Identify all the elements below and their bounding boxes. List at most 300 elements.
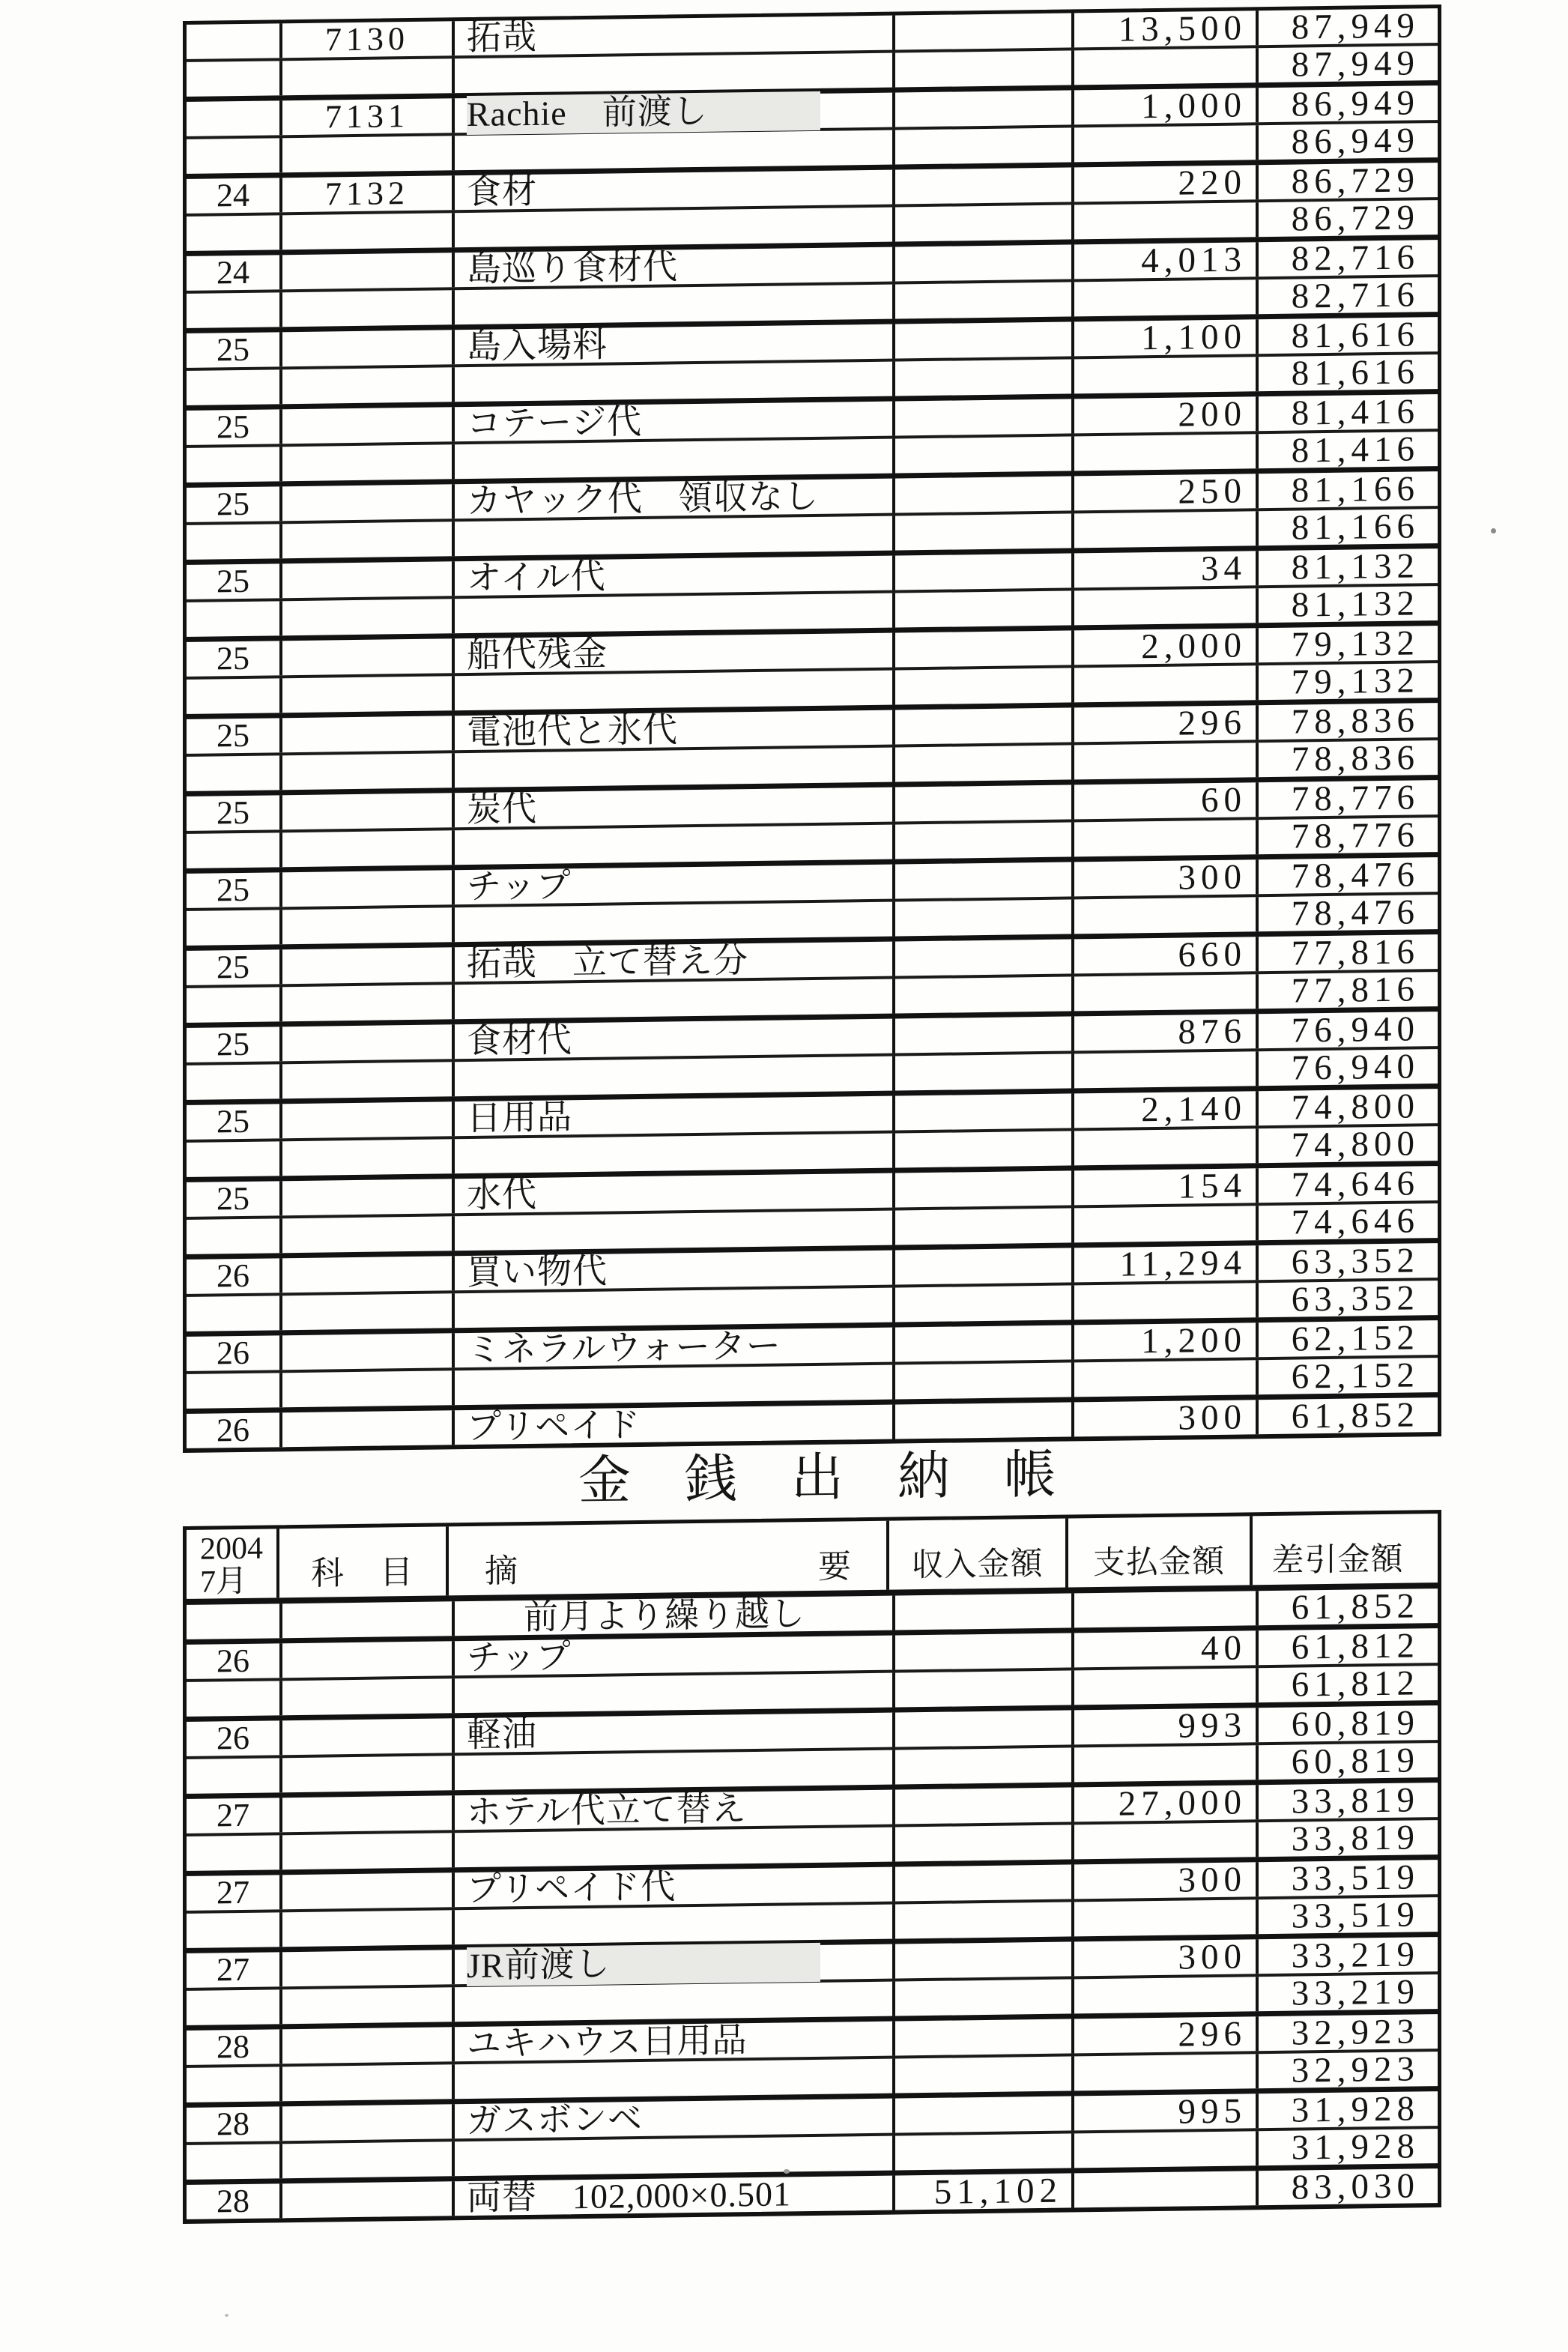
payment-cell: 660	[1074, 937, 1259, 973]
summary-cell: 買い物代	[455, 1251, 895, 1291]
payment-cell	[1074, 974, 1259, 1011]
summary-cell: ホテル代立て替え	[455, 1790, 895, 1830]
income-cell	[895, 399, 1074, 435]
account-cell	[282, 1718, 455, 1755]
income-cell	[895, 862, 1074, 898]
account-cell	[282, 1139, 455, 1176]
summary-cell	[455, 1982, 895, 2022]
balance-cell: 87,949	[1291, 43, 1420, 85]
date-cell: 25	[187, 409, 282, 445]
date-cell	[187, 1064, 282, 1100]
balance-cell: 78,836	[1291, 701, 1420, 742]
account-cell: 7130	[282, 21, 455, 58]
date-cell: 25	[187, 795, 282, 831]
summary-cell: 炭代	[455, 787, 895, 828]
payment-cell: 296	[1074, 2016, 1259, 2053]
summary-cell: オイル代	[455, 556, 895, 596]
summary-cell: カヤック代 領収なし	[455, 479, 895, 519]
summary-cell	[455, 516, 895, 557]
summary-cell	[455, 1750, 895, 1791]
summary-cell	[455, 53, 895, 94]
balance-cell: 33,219	[1291, 1972, 1420, 2013]
summary-cell: コテージ代	[455, 402, 895, 442]
date-cell: 28	[187, 2106, 282, 2142]
date-cell	[187, 2067, 282, 2102]
payment-cell	[1074, 1591, 1259, 1627]
date-cell	[187, 1373, 282, 1409]
date-cell: 24	[187, 178, 282, 214]
payment-cell: 995	[1074, 2093, 1259, 2130]
balance-cell: 76,940	[1291, 1009, 1420, 1050]
balance-cell: 78,776	[1291, 815, 1420, 856]
payment-cell	[1074, 48, 1259, 85]
summary-cell	[455, 1673, 895, 1714]
header-summary-left: 摘	[485, 1553, 518, 1590]
payment-cell: 200	[1074, 396, 1259, 433]
summary-cell	[455, 825, 895, 865]
payment-cell	[1074, 1745, 1259, 1782]
account-cell	[282, 638, 455, 675]
summary-cell	[455, 1288, 895, 1328]
balance-cell: 86,729	[1291, 198, 1420, 239]
account-cell	[282, 367, 455, 404]
balance-cell: 87,949	[1291, 6, 1420, 47]
balance-cell: 82,716	[1291, 275, 1420, 316]
summary-cell	[455, 1944, 895, 1985]
account-cell	[282, 2104, 455, 2141]
payment-cell: 27,000	[1074, 1785, 1259, 1822]
summary-cell: 船代残金	[455, 633, 895, 674]
account-cell	[282, 716, 455, 752]
balance-cell: 86,949	[1291, 83, 1420, 124]
balance-cell: 61,852	[1291, 1586, 1420, 1627]
header-payment-cell	[1068, 1516, 1253, 1587]
income-cell	[895, 1248, 1074, 1284]
summary-cell	[455, 979, 895, 1020]
income-cell	[895, 976, 1074, 1013]
income-cell	[895, 476, 1074, 513]
payment-cell: 300	[1074, 1939, 1259, 1976]
account-cell	[282, 1370, 455, 1407]
header-income-cell	[889, 1519, 1068, 1590]
account-cell	[282, 947, 455, 984]
summary-cell: 両替 102,000×0.501	[455, 2176, 895, 2216]
account-cell	[282, 484, 455, 521]
header-account-cell	[279, 1526, 449, 1597]
account-cell	[282, 330, 455, 366]
payment-cell	[1074, 1283, 1259, 1319]
income-cell	[895, 1747, 1074, 1784]
payment-cell	[1074, 125, 1259, 162]
account-cell	[282, 2064, 455, 2101]
balance-cell: 78,836	[1291, 738, 1420, 779]
summary-cell	[455, 1211, 895, 1251]
balance-cell: 79,132	[1291, 623, 1420, 665]
account-cell	[282, 1795, 455, 1832]
balance-cell: 76,940	[1291, 1047, 1420, 1088]
date-cell	[187, 2144, 282, 2180]
date-cell: 26	[187, 1412, 282, 1448]
summary-cell: 拓哉	[455, 16, 895, 56]
payment-cell	[1074, 1051, 1259, 1088]
balance-cell: 60,819	[1291, 1741, 1420, 1782]
scan-speck	[225, 2314, 228, 2317]
account-cell	[282, 1756, 455, 1792]
account-cell	[282, 1410, 455, 1447]
summary-cell: 水代	[455, 1173, 895, 1214]
summary-cell	[455, 1134, 895, 1174]
summary-cell: ミネラルウォーター	[455, 1328, 895, 1368]
date-cell	[187, 832, 282, 868]
summary-cell: 食材代	[455, 1019, 895, 1059]
balance-cell: 74,646	[1291, 1201, 1420, 1242]
income-cell	[895, 359, 1074, 396]
payment-cell: 220	[1074, 165, 1259, 202]
payment-cell: 300	[1074, 1400, 1259, 1436]
account-cell	[282, 2027, 455, 2064]
income-cell	[895, 2133, 1074, 2170]
scan-speck	[784, 2169, 790, 2174]
balance-cell: 32,923	[1291, 2049, 1420, 2091]
income-cell	[895, 1170, 1074, 1207]
date-cell: 25	[187, 641, 282, 677]
account-cell	[282, 985, 455, 1021]
payment-cell	[1074, 665, 1259, 702]
account-cell	[282, 1024, 455, 1061]
summary-cell	[455, 93, 895, 133]
income-cell	[895, 1825, 1074, 1861]
account-cell	[282, 1293, 455, 1330]
account-cell	[282, 1910, 455, 1947]
account-cell	[282, 830, 455, 867]
summary-cell: チップ	[455, 865, 895, 905]
payment-cell	[1074, 2171, 1259, 2207]
income-cell	[895, 707, 1074, 744]
account-cell	[282, 1987, 455, 2024]
header-payment-label: 支払金額	[1093, 1544, 1225, 1582]
summary-cell: プリペイド代	[455, 1867, 895, 1908]
balance-cell: 61,812	[1291, 1663, 1420, 1705]
balance-cell: 63,352	[1291, 1278, 1420, 1319]
date-cell	[187, 1603, 282, 1639]
income-cell	[895, 553, 1074, 590]
summary-cell	[455, 748, 895, 788]
income-cell	[895, 244, 1074, 281]
balance-cell: 81,132	[1291, 584, 1420, 625]
summary-cell	[455, 902, 895, 943]
account-cell	[282, 1333, 455, 1370]
account-cell	[282, 58, 455, 95]
balance-cell: 81,132	[1291, 546, 1420, 587]
account-cell	[282, 1678, 455, 1715]
date-cell	[187, 1681, 282, 1717]
date-cell	[187, 292, 282, 328]
income-cell	[895, 590, 1074, 627]
date-cell: 26	[187, 1643, 282, 1679]
summary-cell: 島入場料	[455, 324, 895, 365]
summary-cell	[455, 1905, 895, 1945]
balance-cell: 78,476	[1291, 855, 1420, 896]
payment-cell: 60	[1074, 782, 1259, 819]
balance-cell: 77,816	[1291, 932, 1420, 973]
balance-cell: 31,928	[1291, 2126, 1420, 2168]
payment-cell: 250	[1074, 474, 1259, 510]
ledger-table-july	[183, 1510, 1441, 2224]
payment-cell: 1,200	[1074, 1322, 1259, 1359]
date-cell	[187, 138, 282, 174]
scan-speck	[1491, 528, 1496, 533]
payment-cell: 300	[1074, 859, 1259, 896]
date-cell: 27	[187, 1798, 282, 1833]
balance-cell: 63,352	[1291, 1241, 1420, 1282]
summary-cell	[455, 130, 895, 171]
header-income-label: 収入金額	[911, 1546, 1044, 1584]
balance-cell: 81,166	[1291, 507, 1420, 548]
date-cell	[187, 100, 282, 136]
payment-cell	[1074, 357, 1259, 393]
balance-cell: 33,819	[1291, 1780, 1420, 1822]
date-cell	[187, 1218, 282, 1254]
income-cell	[895, 2019, 1074, 2055]
income-cell	[895, 321, 1074, 358]
account-cell	[282, 2181, 455, 2218]
account-cell	[282, 407, 455, 444]
account-cell	[282, 1641, 455, 1678]
income-cell: 51,102	[895, 2173, 1074, 2210]
account-cell: 7131	[282, 98, 455, 135]
summary-cell	[455, 1828, 895, 1868]
date-cell: 25	[187, 949, 282, 985]
date-cell	[187, 1141, 282, 1177]
summary-cell	[455, 593, 895, 634]
balance-cell: 81,416	[1291, 392, 1420, 433]
balance-cell: 74,800	[1291, 1124, 1420, 1165]
payment-cell: 300	[1074, 1862, 1259, 1899]
date-cell	[187, 524, 282, 560]
balance-cell: 83,030	[1291, 2166, 1420, 2207]
income-cell	[895, 2056, 1074, 2093]
payment-cell	[1074, 1128, 1259, 1165]
income-cell	[895, 1093, 1074, 1130]
payment-cell: 13,500	[1074, 10, 1259, 47]
account-cell	[282, 1179, 455, 1215]
payment-cell	[1074, 279, 1259, 316]
date-cell: 25	[187, 1181, 282, 1217]
summary-cell: 軽油	[455, 1713, 895, 1753]
date-cell	[187, 755, 282, 791]
balance-cell: 33,819	[1291, 1818, 1420, 1859]
balance-cell: 62,152	[1291, 1355, 1420, 1397]
payment-cell: 34	[1074, 551, 1259, 587]
income-cell	[895, 1633, 1074, 1669]
page-title: 金銭出納帳	[578, 1445, 1110, 1511]
account-cell	[282, 253, 455, 289]
summary-cell: 食材	[455, 170, 895, 211]
summary-cell	[455, 285, 895, 325]
header-date-cell	[187, 1529, 279, 1599]
header-summary-right: 要	[818, 1548, 852, 1585]
table-body	[187, 1588, 1438, 2219]
balance-cell: 33,219	[1291, 1935, 1420, 1976]
date-cell	[187, 910, 282, 946]
summary-cell: ガスボンベ	[455, 2099, 895, 2139]
date-cell	[187, 1989, 282, 2025]
summary-cell	[455, 362, 895, 402]
balance-cell: 31,928	[1291, 2089, 1420, 2130]
date-cell	[187, 601, 282, 637]
income-cell	[895, 1787, 1074, 1824]
balance-cell: 78,776	[1291, 778, 1420, 819]
summary-cell: 日用品	[455, 1096, 895, 1137]
date-cell	[187, 1758, 282, 1794]
income-cell	[895, 127, 1074, 164]
income-cell	[895, 50, 1074, 87]
payment-cell	[1074, 1977, 1259, 2013]
account-cell	[282, 1256, 455, 1293]
date-cell: 28	[187, 2183, 282, 2219]
date-cell	[187, 23, 282, 59]
balance-cell: 81,416	[1291, 429, 1420, 471]
date-cell: 25	[187, 486, 282, 522]
summary-cell	[455, 208, 895, 248]
header-account-label: 科 目	[311, 1553, 414, 1592]
header-summary-cell	[449, 1521, 889, 1596]
income-cell	[895, 630, 1074, 667]
payment-cell: 876	[1074, 1014, 1259, 1050]
payment-cell	[1074, 2054, 1259, 2091]
income-cell	[895, 90, 1074, 127]
balance-cell: 81,616	[1291, 315, 1420, 356]
date-cell: 27	[187, 1952, 282, 1988]
summary-cell: 前月より繰り越し	[455, 1596, 895, 1636]
payment-cell	[1074, 743, 1259, 779]
balance-cell: 77,816	[1291, 970, 1420, 1011]
summary-cell	[455, 2059, 895, 2099]
date-cell	[187, 61, 282, 97]
payment-cell: 4,013	[1074, 242, 1259, 279]
payment-cell	[1074, 1899, 1259, 1936]
date-cell: 24	[187, 255, 282, 291]
header-month: 7月	[200, 1564, 248, 1600]
balance-cell: 78,476	[1291, 892, 1420, 934]
account-cell	[282, 1872, 455, 1909]
income-cell	[895, 1979, 1074, 2016]
income-cell	[895, 436, 1074, 473]
date-cell	[187, 1835, 282, 1871]
income-cell	[895, 745, 1074, 782]
income-cell	[895, 822, 1074, 859]
date-cell	[187, 678, 282, 714]
account-cell	[282, 793, 455, 829]
income-cell	[895, 1285, 1074, 1322]
account-cell	[282, 1101, 455, 1138]
balance-cell: 79,132	[1291, 661, 1420, 702]
header-balance-cell	[1253, 1514, 1423, 1585]
income-cell	[895, 899, 1074, 936]
payment-cell	[1074, 202, 1259, 239]
payment-cell: 40	[1074, 1630, 1259, 1667]
balance-cell: 33,519	[1291, 1857, 1420, 1899]
income-cell	[895, 1131, 1074, 1167]
date-cell	[187, 987, 282, 1023]
payment-cell: 11,294	[1074, 1245, 1259, 1282]
account-cell	[282, 444, 455, 481]
payment-cell: 1,000	[1074, 88, 1259, 124]
income-cell	[895, 513, 1074, 550]
account-cell	[282, 1833, 455, 1869]
account-cell	[282, 522, 455, 558]
income-cell	[895, 784, 1074, 821]
header-year: 2004	[200, 1531, 263, 1567]
date-cell: 25	[187, 1104, 282, 1140]
balance-cell: 60,819	[1291, 1703, 1420, 1744]
payment-cell: 2,140	[1074, 1091, 1259, 1128]
date-cell: 25	[187, 563, 282, 599]
date-cell: 26	[187, 1720, 282, 1756]
account-cell	[282, 213, 455, 250]
balance-cell: 81,166	[1291, 469, 1420, 510]
balance-cell: 86,729	[1291, 160, 1420, 202]
summary-cell: プリペイド	[455, 1405, 895, 1445]
date-cell: 28	[187, 2029, 282, 2065]
payment-cell: 1,100	[1074, 319, 1259, 356]
summary-cell: チップ	[455, 1636, 895, 1676]
account-cell	[282, 1062, 455, 1098]
account-cell	[282, 907, 455, 944]
balance-cell: 74,646	[1291, 1164, 1420, 1205]
summary-cell: 島巡り食材代	[455, 247, 895, 288]
date-cell: 26	[187, 1258, 282, 1294]
summary-cell	[455, 1365, 895, 1406]
summary-cell	[455, 2136, 895, 2177]
account-cell	[282, 870, 455, 907]
payment-cell	[1074, 434, 1259, 471]
date-cell	[187, 369, 282, 405]
account-cell	[282, 136, 455, 172]
ledger-table-continuation	[183, 4, 1441, 1453]
payment-cell	[1074, 1822, 1259, 1859]
payment-cell	[1074, 820, 1259, 856]
payment-cell: 296	[1074, 705, 1259, 742]
payment-cell: 154	[1074, 1168, 1259, 1205]
summary-cell: 拓哉 立て替え分	[455, 942, 895, 982]
date-cell: 25	[187, 872, 282, 908]
date-cell	[187, 215, 282, 251]
account-cell	[282, 676, 455, 713]
date-cell: 26	[187, 1335, 282, 1371]
date-cell: 25	[187, 718, 282, 754]
payment-cell	[1074, 1668, 1259, 1705]
payment-cell	[1074, 588, 1259, 625]
income-cell	[895, 1670, 1074, 1707]
income-cell	[895, 167, 1074, 204]
payment-cell: 993	[1074, 1708, 1259, 1744]
income-cell	[895, 2096, 1074, 2132]
payment-cell	[1074, 897, 1259, 934]
account-cell	[282, 561, 455, 598]
date-cell	[187, 1912, 282, 1948]
balance-cell: 32,923	[1291, 2012, 1420, 2053]
balance-cell: 33,519	[1291, 1895, 1420, 1936]
summary-cell	[455, 671, 895, 711]
summary-cell: ユキハウス日用品	[455, 2022, 895, 2062]
date-cell	[187, 1296, 282, 1331]
payment-cell	[1074, 1360, 1259, 1397]
income-cell	[895, 13, 1074, 49]
account-cell	[282, 753, 455, 790]
account-cell: 7132	[282, 175, 455, 212]
income-cell	[895, 939, 1074, 976]
